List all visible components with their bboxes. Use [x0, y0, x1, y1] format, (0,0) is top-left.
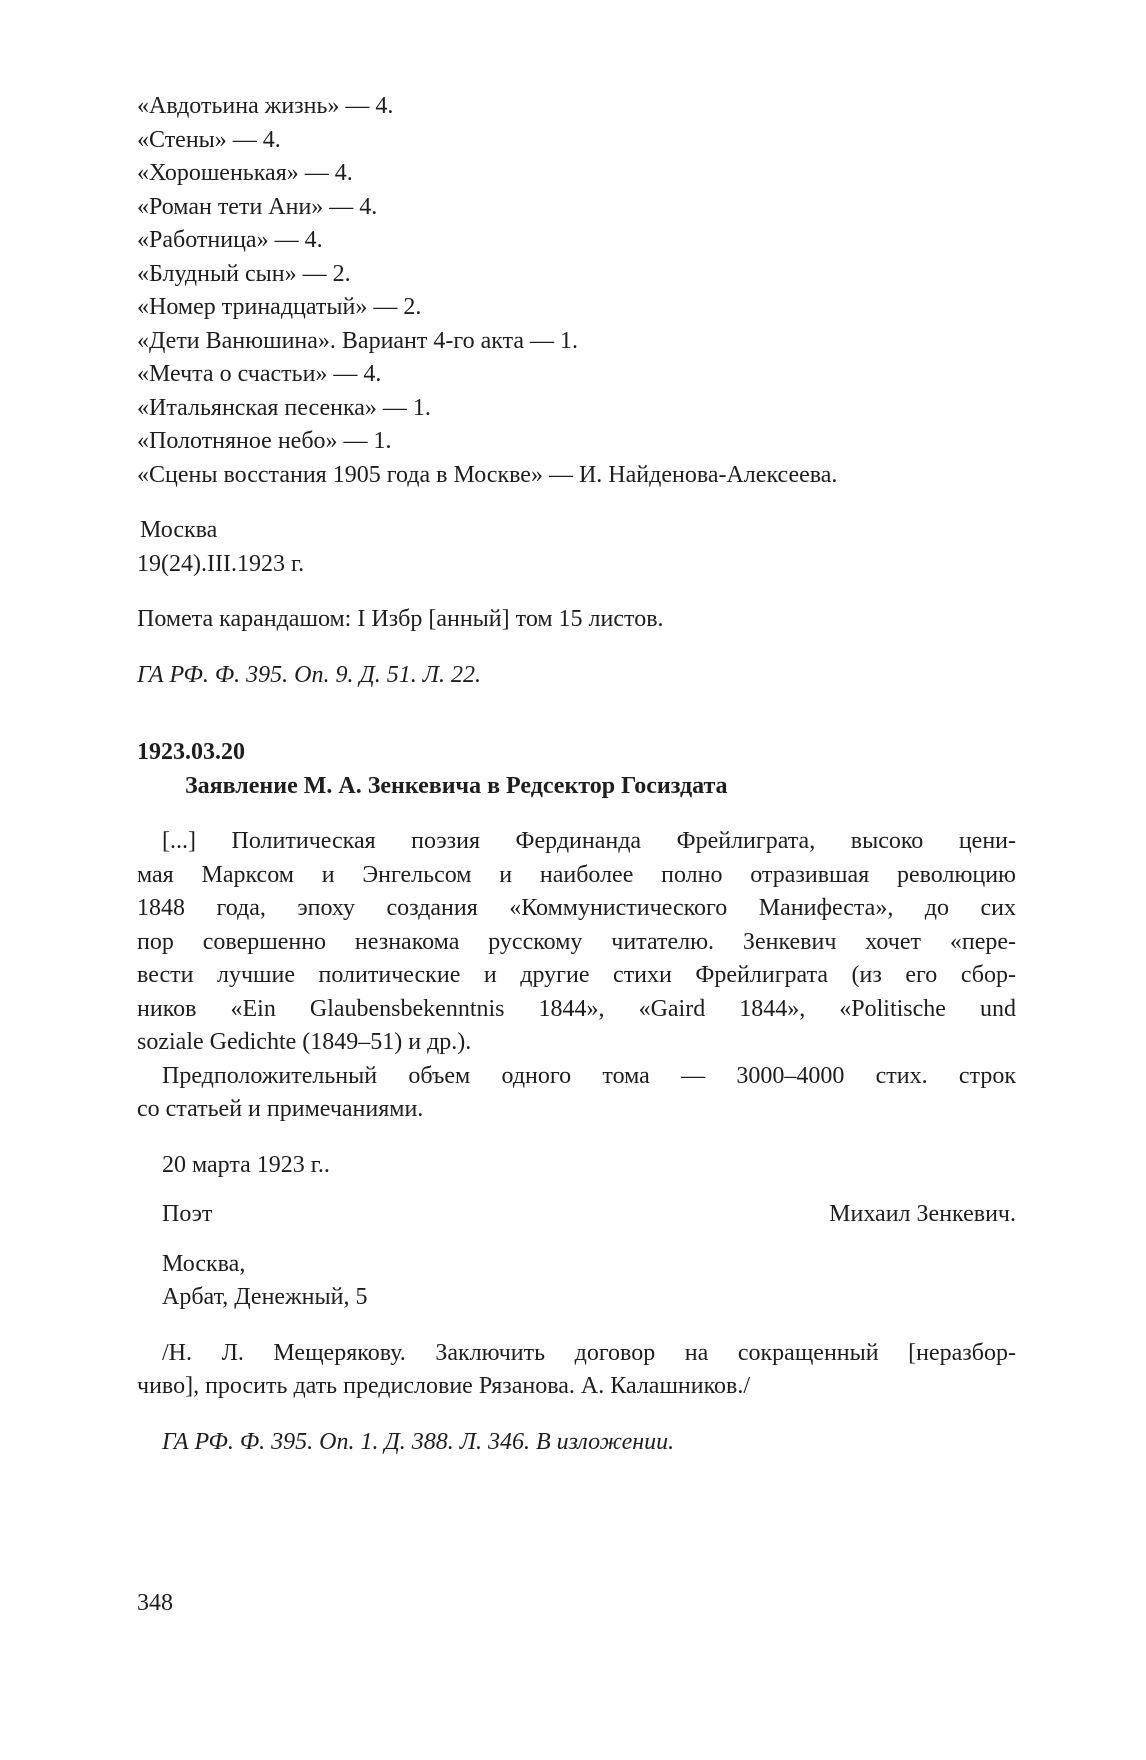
- place-city: Москва: [140, 517, 218, 543]
- list-item: «Блудный сын» — 2.: [137, 260, 351, 287]
- place-date: 19(24).III.1923 г.: [137, 550, 305, 577]
- text-line: со статьей и примечаниями.: [137, 1096, 424, 1122]
- text-line: мая Марксом и Энгельсом и наиболее полно отразившая революцию: [137, 861, 1016, 888]
- address-block: [137, 1248, 1016, 1315]
- list-item: «Номер тринадцатый» — 2.: [137, 294, 422, 320]
- page-number: 348: [137, 1590, 173, 1616]
- text-line: вести лучшие политические и другие стихи Фрейлиграта (из его сбор-: [137, 962, 1016, 988]
- resolution-note: [137, 1337, 1016, 1404]
- list-item: «Сцены восстания 1905 года в Москве» — И. Найденова-Алексеева.: [137, 461, 838, 488]
- list-item: «Полотняное небо» — 1.: [137, 428, 392, 454]
- text-line: ников «Ein Glaubensbekenntnis 1844», «Gaird 1844», «Politische und: [137, 995, 1016, 1022]
- list-item: «Дети Ванюшина». Вариант 4-го акта — 1.: [137, 327, 579, 354]
- text-line: soziale Gedichte (1849–51) и др.).: [137, 1029, 472, 1055]
- list-item: «Авдотьина жизнь» — 4.: [137, 93, 394, 119]
- text-line: чиво], просить дать предисловие Рязанова. А. Калашников./: [137, 1373, 751, 1399]
- paragraph: [137, 825, 1016, 1060]
- list-item: «Хорошенькая» — 4.: [137, 160, 353, 186]
- list-item: «Итальянская песенка» — 1.: [137, 394, 431, 421]
- list-item: «Стены» — 4.: [137, 126, 281, 153]
- text-line: /Н. Л. Мещерякову. Заключить договор на сокращенный [неразбор-: [162, 1339, 1016, 1366]
- text-line: [...] Политическая поэзия Фердинанда Фрейлиграта, высоко цени-: [162, 828, 1016, 854]
- document-title: Заявление М. А. Зенкевича в Редсектор Госиздата: [185, 772, 728, 799]
- signature-row: [137, 1198, 1016, 1232]
- signature-name: Михаил Зенкевич.: [829, 1201, 1016, 1227]
- document-date-heading: 1923.03.20: [137, 739, 245, 765]
- place-date-block: [137, 514, 1016, 581]
- archive-reference: ГА РФ. Ф. 395. Оп. 1. Д. 388. Л. 346. В изложении.: [162, 1428, 675, 1455]
- signature-role: Поэт: [162, 1201, 213, 1227]
- play-list: [137, 90, 1016, 492]
- list-item: «Роман тети Ани» — 4.: [137, 193, 378, 220]
- page-body: [137, 90, 1016, 1459]
- address-line: Москва,: [162, 1250, 246, 1277]
- archive-reference: ГА РФ. Ф. 395. Оп. 9. Д. 51. Л. 22.: [137, 661, 481, 688]
- pencil-note: Помета карандашом: I Избр [анный] том 15 листов.: [137, 606, 664, 632]
- address-line: Арбат, Денежный, 5: [162, 1284, 368, 1310]
- text-line: Предположительный объем одного тома — 3000–4000 стих. строк: [162, 1062, 1016, 1089]
- list-item: «Работница» — 4.: [137, 227, 323, 253]
- text-line: 1848 года, эпоху создания «Коммунистического Манифеста», до сих: [137, 895, 1016, 921]
- text-line: пор совершенно незнакома русскому читателю. Зенкевич хочет «пере-: [137, 928, 1016, 955]
- list-item: «Мечта о счастьи» — 4.: [137, 361, 382, 387]
- letter-date: 20 марта 1923 г..: [162, 1151, 330, 1178]
- paragraph: [137, 1060, 1016, 1127]
